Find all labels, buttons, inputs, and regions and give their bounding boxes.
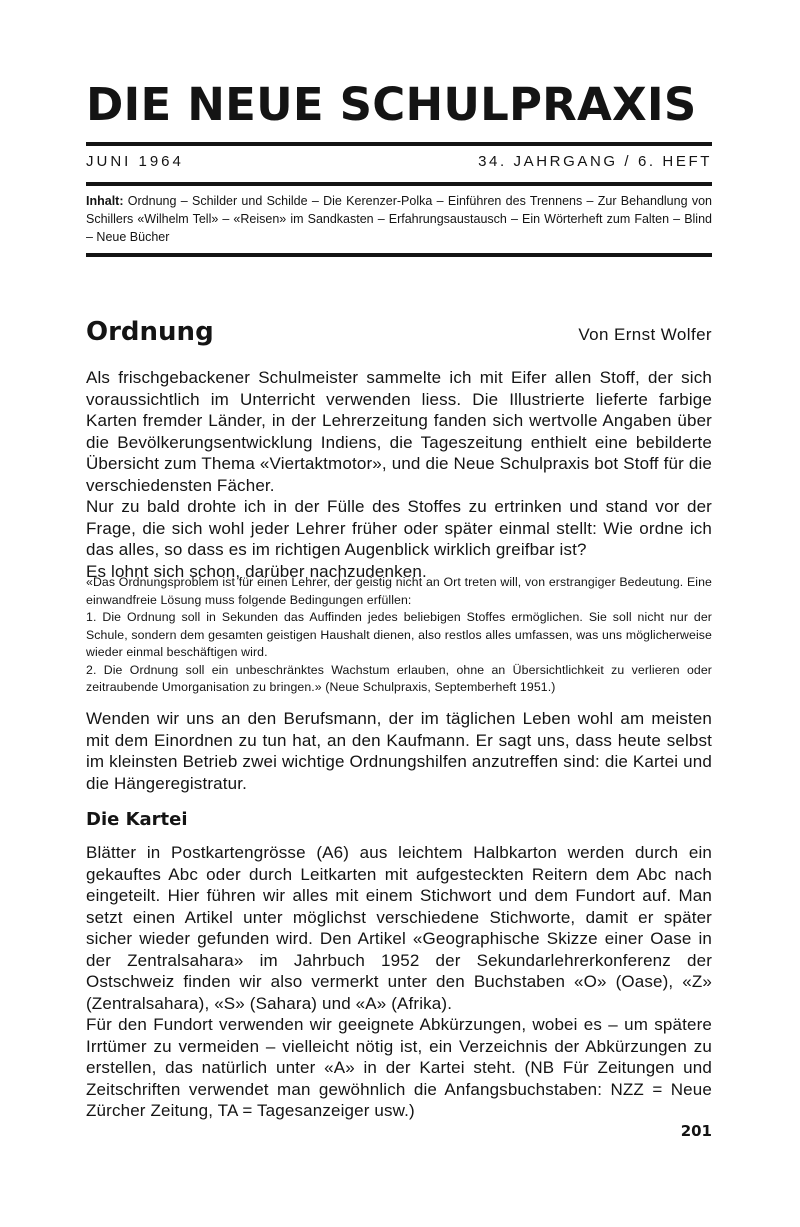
page-number: 201 [680,1122,712,1140]
paragraph: Als frischgebackener Schulmeister sammelte ich mit Eifer allen Stoff, der sich voraussichtlich im Unterricht verwenden liess. Die Illustrierte lieferte farbige Karten fremder Länder, in der Lehrerzeitung fanden sich wertvolle Angaben über die Bevölkerungsentwicklung Indiens, die Tageszeitung enthielt eine bebilderte Übersicht zum Thema «Viertaktmotor», und die Neue Schulpraxis bot Stoff für die verschiedensten Fächer. [86,368,712,495]
table-of-contents [86,192,712,246]
issue-date: JUNI 1964 [86,153,184,170]
contents-label: Inhalt: [86,194,124,208]
section-title: Die Kartei [86,809,188,830]
section-body [86,842,712,1122]
article-title: Ordnung [86,317,214,347]
masthead-rule [86,142,712,146]
article-intro [86,367,712,582]
quoted-passage [86,574,712,697]
quote-paragraph: 2. Die Ordnung soll ein unbeschränktes Wachstum erlauben, ohne an Übersichtlichkeit zu verlieren oder zeitraubende Umorganisation zu bringen.» (Neue Schulpraxis, Septemberheft 1951.) [86,662,712,694]
issue-volume: 34. JAHRGANG / 6. HEFT [478,153,712,170]
quote-paragraph: «Das Ordnungsproblem ist für einen Lehrer, der geistig nicht an Ort treten will, von erstrangiger Bedeutung. Eine einwandfreie Lösung muss folgende Bedingungen erfüllen: [86,575,712,607]
article-continuation [86,708,712,794]
paragraph: Für den Fundort verwenden wir geeignete Abkürzungen, wobei es – um spätere Irrtümer zu vermeiden – vielleicht nötig ist, ein Verzeichnis der Abkürzungen zu erstellen, das natürlich unter «A» in der Kartei steht. (NB Für Zeitungen und Zeitschriften verwendet man gewöhnlich die Anfangsbuchstaben: NZZ = Neue Zürcher Zeitung, TA = Tagesanzeiger usw.) [86,1015,712,1120]
contents-rule [86,253,712,257]
quote-paragraph: 1. Die Ordnung soll in Sekunden das Auffinden jedes beliebigen Stoffes ermöglichen. Sie soll nicht nur der Schule, sondern dem gesamten geistigen Haushalt dienen, also restlos alles umfassen, was uns möglicherweise wieder einmal beschäftigen wird. [86,610,712,659]
issue-rule [86,182,712,186]
paragraph: Nur zu bald drohte ich in der Fülle des Stoffes zu ertrinken und stand vor der Frage, die sich wohl jeder Lehrer früher oder später einmal stellt: Wie ordne ich das alles, so dass es im richtigen Augenblick wirklich greifbar ist? [86,497,712,559]
masthead-title: DIE NEUE SCHULPRAXIS [86,78,697,131]
paragraph: Blätter in Postkartengrösse (A6) aus leichtem Halbkarton werden durch ein gekauftes Abc oder durch Leitkarten mit aufgesteckten Reitern dem Abc nach eingeteilt. Hier führen wir alles mit einem Stichwort und dem Fundort auf. Man setzt einen Artikel unter möglichst verschiedene Stichworte, damit er später sicher wieder gefunden wird. Den Artikel «Geographische Skizze einer Oase in der Zentralsahara» im Jahrbuch 1952 der Sekundarlehrerkonferenz der Ostschweiz finden wir also vermerkt unter den Buchstaben «O» (Oase), «Z» (Zentralsahara), «S» (Sahara) und «A» (Afrika). [86,843,712,1013]
article-byline: Von Ernst Wolfer [578,325,712,344]
contents-text: Ordnung – Schilder und Schilde – Die Kerenzer-Polka – Einführen des Trennens – Zur Behandlung von Schillers «Wilhelm Tell» – «Reisen» im Sandkasten – Erfahrungsaustausch – Ein Wörterheft zum Falten – Blind – Neue Bücher [86,194,712,244]
paragraph: Es lohnt sich schon, darüber nachzudenken. [86,561,427,581]
paragraph: Wenden wir uns an den Berufsmann, der im täglichen Leben wohl am meisten mit dem Einordnen zu tun hat, an den Kaufmann. Er sagt uns, dass heute selbst im kleinsten Betrieb zwei wichtige Ordnungshilfen anzutreffen sind: die Kartei und die Hängeregistratur. [86,709,712,793]
